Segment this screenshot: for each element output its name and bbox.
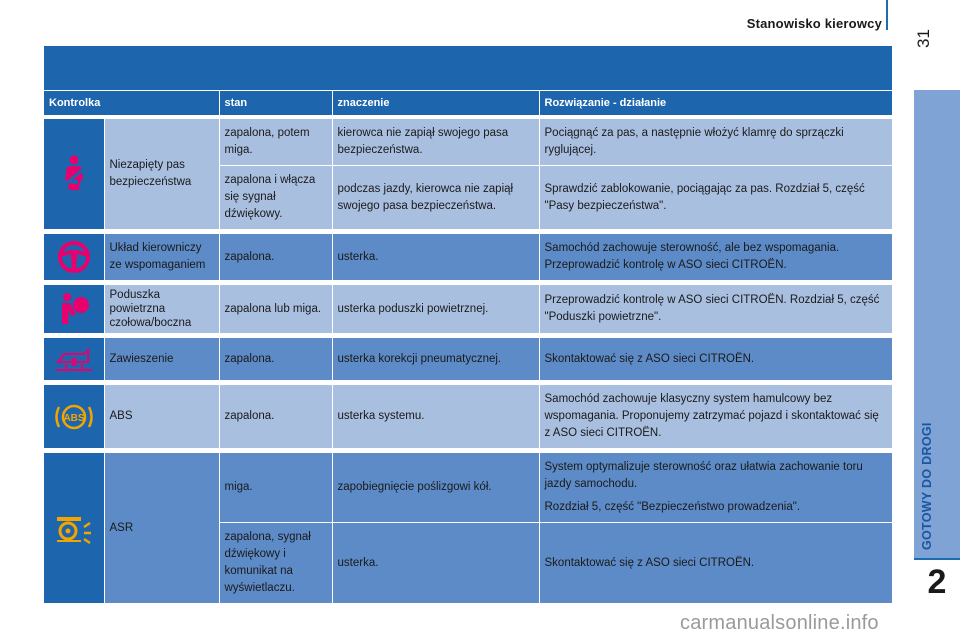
action-paragraph: System optymalizuje sterowność oraz ułatwia zachowanie toru jazdy samochodu. (544, 461, 863, 490)
state-cell: zapalona. (219, 234, 332, 281)
watermark-text: carmanualsonline.info (680, 612, 879, 634)
airbag-icon (56, 290, 92, 328)
action-cell: Sprawdzić zablokowanie, pociągając za pas. Rozdział 5, część "Pasy bezpieczeństwa". (539, 166, 892, 230)
state-cell: zapalona, potem miga. (219, 119, 332, 166)
meaning-cell: usterka korekcji pneumatycznej. (332, 338, 539, 381)
table-row (44, 119, 892, 166)
warning-lights-table (44, 90, 893, 604)
icon-cell (44, 453, 104, 604)
column-header-kontrolka: Kontrolka (44, 91, 219, 116)
state-cell: zapalona, sygnał dźwiękowy i komunikat na wyświetlaczu. (219, 523, 332, 604)
table-header-row (44, 91, 892, 116)
icon-cell (44, 385, 104, 449)
warning-name: Niezapięty pas bezpieczeństwa (104, 119, 219, 230)
steering-wheel-icon (56, 239, 92, 275)
header-rule (886, 0, 888, 30)
action-cell: Pociągnąć za pas, a następnie włożyć klamrę do sprzączki ryglującej. (539, 119, 892, 166)
action-cell: Skontaktować się z ASO sieci CITROËN. (539, 523, 892, 604)
warning-name: Układ kierowniczy ze wspomaganiem (104, 234, 219, 281)
state-cell: zapalona. (219, 338, 332, 381)
seatbelt-warning-icon (57, 154, 91, 194)
page-header-title: Stanowisko kierowcy (746, 16, 882, 31)
state-cell: miga. (219, 453, 332, 523)
warning-lights-table-wrap (44, 46, 892, 604)
action-paragraph: Rozdział 5, część "Bezpieczeństwo prowadzenia". (544, 501, 801, 513)
warning-name: ABS (104, 385, 219, 449)
meaning-cell: usterka poduszki powietrznej. (332, 285, 539, 334)
icon-cell (44, 234, 104, 281)
table-banner (44, 46, 892, 90)
state-cell: zapalona lub miga. (219, 285, 332, 334)
table-row (44, 338, 892, 381)
chapter-title-wrap (920, 406, 948, 550)
column-header-stan: stan (219, 91, 332, 116)
icon-cell (44, 285, 104, 334)
state-cell: zapalona. (219, 385, 332, 449)
icon-cell (44, 119, 104, 230)
action-cell: Samochód zachowuje sterowność, ale bez wspomagania. Przeprowadzić kontrolę w ASO sieci CITROËN. (539, 234, 892, 281)
action-cell: Przeprowadzić kontrolę w ASO sieci CITROËN. Rozdział 5, część "Poduszki powietrzne". (539, 285, 892, 334)
meaning-cell: kierowca nie zapiął swojego pasa bezpieczeństwa. (332, 119, 539, 166)
table-row (44, 234, 892, 281)
state-cell: zapalona i włącza się sygnał dźwiękowy. (219, 166, 332, 230)
icon-cell (44, 338, 104, 381)
action-cell: Skontaktować się z ASO sieci CITROËN. (539, 338, 892, 381)
svg-text:ABS: ABS (63, 412, 85, 424)
chapter-title: GOTOWY DO DROGI (920, 422, 934, 550)
page-number: 31 (914, 29, 933, 48)
meaning-cell: zapobiegnięcie poślizgowi kół. (332, 453, 539, 523)
action-cell: Samochód zachowuje klasyczny system hamulcowy bez wspomagania. Proponujemy zatrzymać pojazd i skontaktować się z ASO sieci CITROËN. (539, 385, 892, 449)
column-header-rozwiazanie: Rozwiązanie - działanie (539, 91, 892, 116)
suspension-icon (54, 346, 94, 372)
chapter-number: 2 (914, 560, 960, 604)
asr-icon (54, 511, 94, 545)
warning-name: Zawieszenie (104, 338, 219, 381)
table-row (44, 285, 892, 334)
table-row (44, 385, 892, 449)
meaning-cell: podczas jazdy, kierowca nie zapiął swojego pasa bezpieczeństwa. (332, 166, 539, 230)
column-header-znaczenie: znaczenie (332, 91, 539, 116)
table-row (44, 453, 892, 523)
warning-name: ASR (104, 453, 219, 604)
meaning-cell: usterka. (332, 234, 539, 281)
meaning-cell: usterka. (332, 523, 539, 604)
meaning-cell: usterka systemu. (332, 385, 539, 449)
action-cell (539, 453, 892, 523)
warning-name: Poduszka powietrzna czołowa/boczna (104, 285, 219, 334)
abs-icon (52, 399, 96, 435)
